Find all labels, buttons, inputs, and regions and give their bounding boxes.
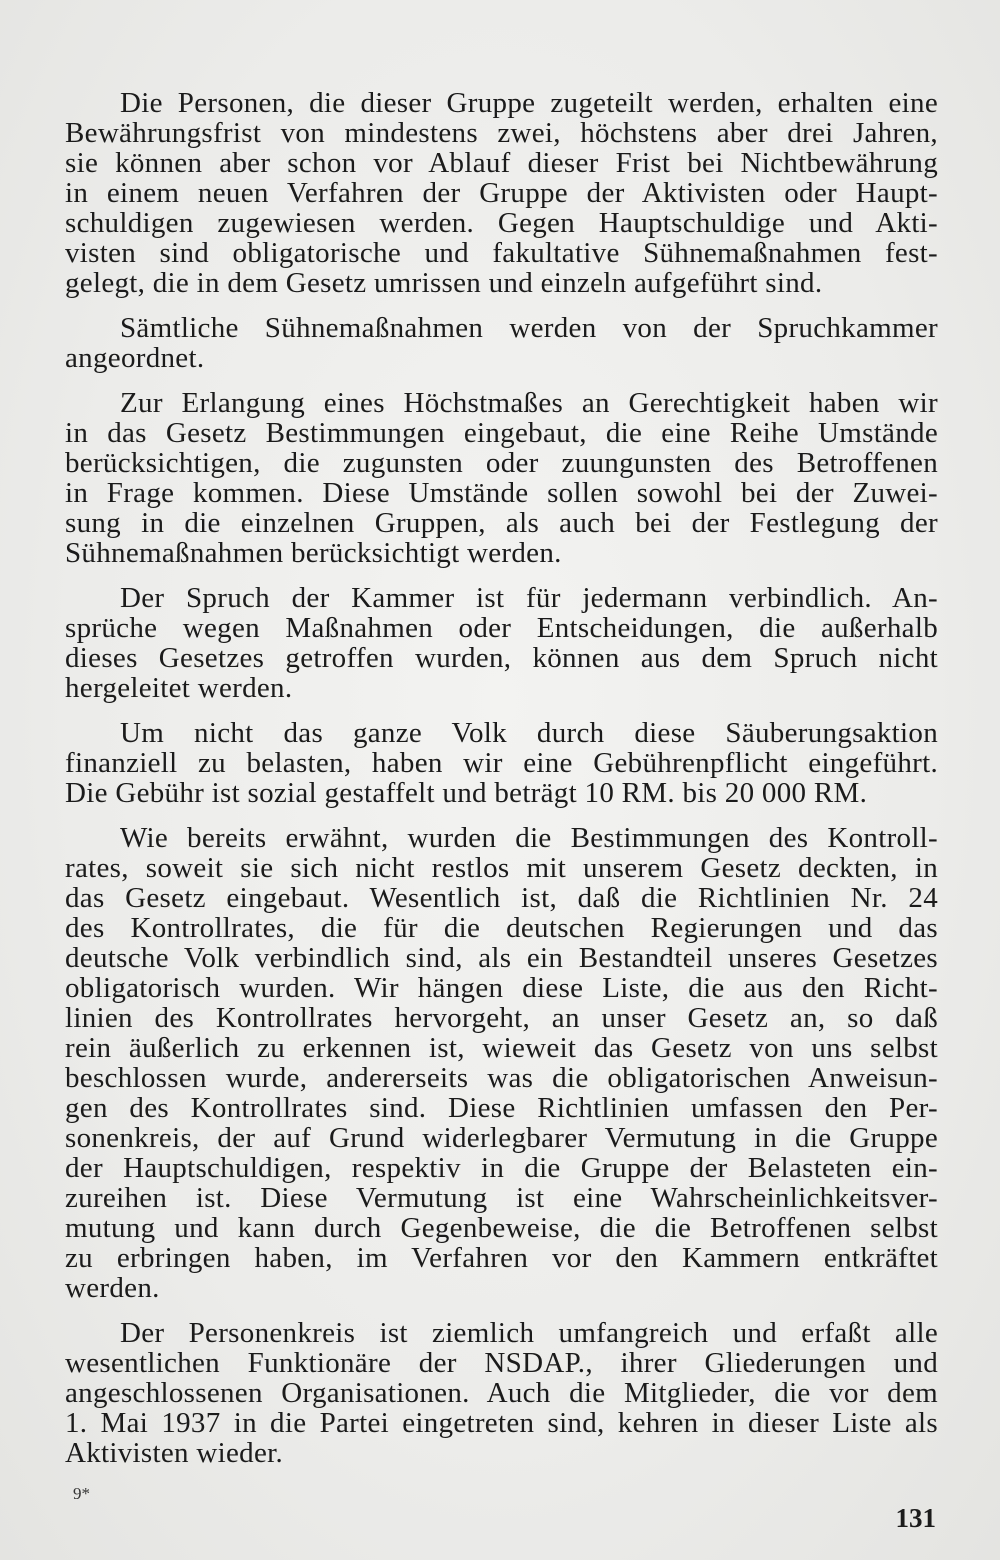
text-line: linien des Kontrollrates hervorgeht, an unser Gesetz an, so daß: [65, 1002, 938, 1034]
text-line: der Hauptschuldigen, respektiv in die Gruppe der Belasteten ein-: [65, 1152, 938, 1184]
text-line: gelegt, die in dem Gesetz umrissen und einzeln aufgeführt sind.: [65, 267, 823, 299]
text-line: Zur Erlangung eines Höchstmaßes an Gerechtigkeit haben wir: [120, 387, 938, 419]
text-line: in das Gesetz Bestimmungen eingebaut, die eine Reihe Umstände: [65, 417, 938, 449]
text-line: Aktivisten wieder.: [65, 1437, 284, 1469]
text-line: angeschlossenen Organisationen. Auch die Mitglieder, die vor dem: [65, 1377, 938, 1409]
text-line: sprüche wegen Maßnahmen oder Entscheidungen, die außerhalb: [65, 612, 938, 644]
text-line: in Frage kommen. Diese Umstände sollen sowohl bei der Zuwei-: [65, 477, 938, 509]
text-line: rates, soweit sie sich nicht restlos mit unserem Gesetz deckten, in: [65, 852, 938, 884]
text-line: zu erbringen haben, im Verfahren vor den Kammern entkräftet: [65, 1242, 938, 1274]
text-line: sie können aber schon vor Ablauf dieser Frist bei Nichtbewährung: [65, 147, 938, 179]
text-line: Der Spruch der Kammer ist für jedermann verbindlich. An-: [120, 582, 938, 614]
text-line: gen des Kontrollrates sind. Diese Richtlinien umfassen den Per-: [65, 1092, 938, 1124]
text-line: obligatorisch wurden. Wir hängen diese Liste, die aus den Richt-: [65, 972, 938, 1004]
text-line: Um nicht das ganze Volk durch diese Säuberungsaktion: [120, 717, 938, 749]
paragraph-2: [65, 313, 938, 373]
paragraph-3: [65, 388, 938, 568]
text-line: Wie bereits erwähnt, wurden die Bestimmungen des Kontroll-: [120, 822, 938, 854]
text-line: Die Personen, die dieser Gruppe zugeteilt werden, erhalten eine: [120, 87, 938, 119]
text-line: Sühnemaßnahmen berücksichtigt werden.: [65, 537, 562, 569]
text-line: Bewährungsfrist von mindestens zwei, höchstens aber drei Jahren,: [65, 117, 938, 149]
text-line: mutung und kann durch Gegenbeweise, die die Betroffenen selbst: [65, 1212, 938, 1244]
text-line: berücksichtigen, die zugunsten oder zuungunsten des Betroffenen: [65, 447, 938, 479]
paragraph-6: [65, 823, 938, 1303]
text-line: das Gesetz eingebaut. Wesentlich ist, daß die Richtlinien Nr. 24: [65, 882, 938, 914]
text-line: in einem neuen Verfahren der Gruppe der Aktivisten oder Haupt-: [65, 177, 938, 209]
paragraph-5: [65, 718, 938, 808]
text-line: hergeleitet werden.: [65, 672, 293, 704]
text-line: Sämtliche Sühnemaßnahmen werden von der Spruchkammer: [120, 312, 938, 344]
text-line: sung in die einzelnen Gruppen, als auch bei der Festlegung der: [65, 507, 938, 539]
text-line: Der Personenkreis ist ziemlich umfangreich und erfaßt alle: [120, 1317, 938, 1349]
page-number: 131: [895, 1503, 936, 1533]
text-line: schuldigen zugewiesen werden. Gegen Hauptschuldige und Akti-: [65, 207, 938, 239]
text-column: [65, 88, 938, 1468]
text-line: angeordnet.: [65, 342, 205, 374]
text-line: zureihen ist. Diese Vermutung ist eine Wahrscheinlichkeitsver-: [65, 1182, 938, 1214]
text-line: sonenkreis, der auf Grund widerlegbarer Vermutung in die Gruppe: [65, 1122, 938, 1154]
text-line: 1. Mai 1937 in die Partei eingetreten sind, kehren in dieser Liste als: [65, 1407, 938, 1439]
text-line: werden.: [65, 1272, 160, 1304]
text-line: deutsche Volk verbindlich sind, als ein Bestandteil unseres Gesetzes: [65, 942, 938, 974]
text-line: dieses Gesetzes getroffen wurden, können aus dem Spruch nicht: [65, 642, 938, 674]
text-line: finanziell zu belasten, haben wir eine Gebührenpflicht eingeführt.: [65, 747, 938, 779]
text-line: Die Gebühr ist sozial gestaffelt und beträgt 10 RM. bis 20 000 RM.: [65, 777, 868, 809]
text-line: visten sind obligatorische und fakultative Sühnemaßnahmen fest-: [65, 237, 938, 269]
signature-mark: 9*: [73, 1484, 90, 1503]
paragraph-7: [65, 1318, 938, 1468]
paragraph-1: [65, 88, 938, 298]
text-line: rein äußerlich zu erkennen ist, wieweit das Gesetz von uns selbst: [65, 1032, 938, 1064]
paragraph-4: [65, 583, 938, 703]
text-line: des Kontrollrates, die für die deutschen Regierungen und das: [65, 912, 938, 944]
text-line: beschlossen wurde, andererseits was die obligatorischen Anweisun-: [65, 1062, 938, 1094]
text-line: wesentlichen Funktionäre der NSDAP., ihrer Gliederungen und: [65, 1347, 938, 1379]
